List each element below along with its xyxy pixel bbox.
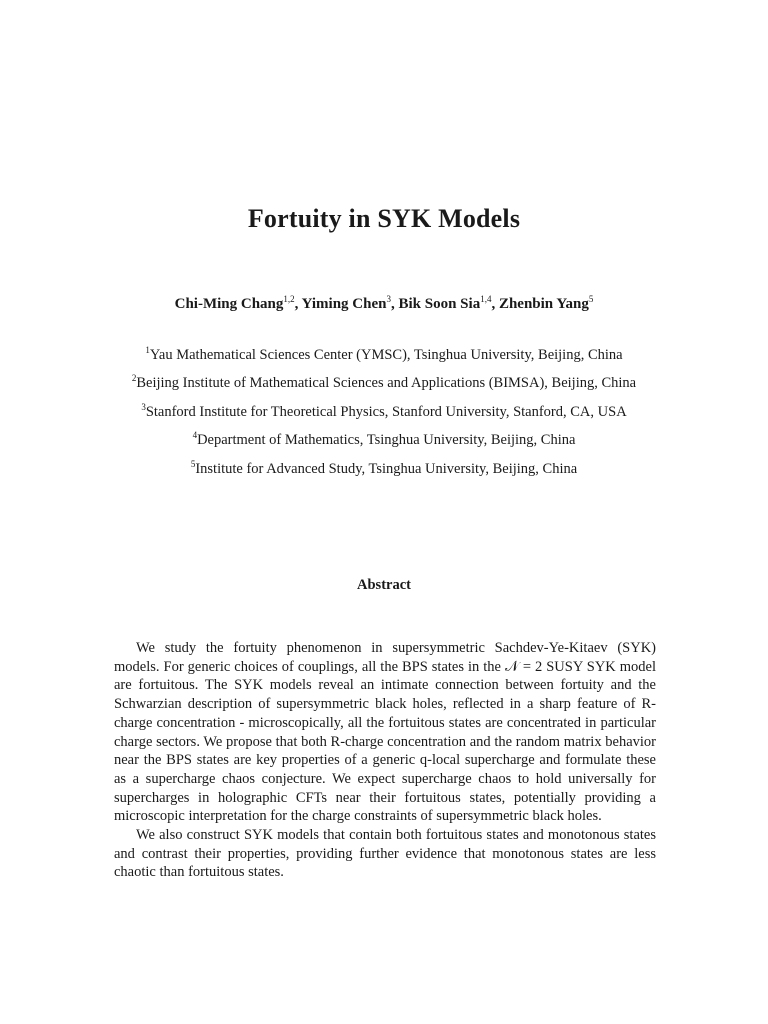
affiliation-text: Stanford Institute for Theoretical Physics, Stanford University, Stanford, CA, USA [145, 403, 627, 420]
author-affiliation-marker: 3 [386, 294, 391, 304]
affiliation-marker: 4 [192, 430, 198, 441]
affiliation-marker: 3 [141, 401, 146, 412]
abstract-paragraph: We study the fortuity phenomenon in supersymmetric Sachdev-Ye-Kitaev (SYK) models. For generic choices of couplings, all the BPS states in the 𝒩 = 2 SUSY SYK model are fortuitous. The SYK models reveal an intimate connection between fortuity and the Schwarzian description of supersymmetric black holes, reflected in a sharp feature of R-charge concentration - microscopically, all the fortuitous states are concentrated in particular charge sectors. We propose that both R-charge concentration and the random matrix behavior near the BPS states are key properties of a generic q-local supercharge and formulate these as a supercharge chaos conjecture. We expect supercharge chaos to hold universally for supercharges in holographic CFTs near their fortuitous states, potentially providing a microscopic interpretation for the charge constraints of supersymmetric black holes. [114, 640, 656, 825]
abstract-heading: Abstract [357, 577, 411, 593]
author-affiliation-marker: 1,2 [283, 294, 295, 304]
author-name: Bik Soon Sia [398, 296, 481, 312]
author-affiliation-marker: 5 [588, 294, 594, 304]
affiliation-text: Institute for Advanced Study, Tsinghua University, Beijing, China [195, 460, 578, 477]
paper-title: Fortuity in SYK Models [247, 204, 521, 233]
affiliation-marker: 5 [190, 458, 196, 469]
affiliation-line [0, 345, 768, 373]
abstract-paragraph: We also construct SYK models that contain both fortuitous states and monotonous states and contrast their properties, providing further evidence that monotonous states are less chaotic than fortuitous states. [114, 827, 656, 881]
affiliation-line [0, 402, 768, 430]
abstract-body [114, 639, 656, 882]
affiliation-line [0, 459, 768, 487]
affiliation-marker: 1 [145, 345, 150, 355]
affiliation-list [0, 345, 768, 487]
affiliation-marker: 2 [131, 373, 137, 384]
affiliation-text: Yau Mathematical Sciences Center (YMSC), Tsinghua University, Beijing, China [149, 347, 623, 363]
affiliation-line [0, 373, 768, 401]
author-affiliation-marker: 1,4 [480, 294, 492, 304]
author-list: Chi-Ming Chang$^{1,2}$, Yiming Chen$^3$, Bik Soon Sia$^{1,4}$, Zhenbin Yang$^5$ [174, 294, 594, 312]
affiliation-text: Department of Mathematics, Tsinghua University, Beijing, China [197, 432, 576, 449]
author-name: Zhenbin Yang [498, 296, 589, 312]
affiliation-text: Beijing Institute of Mathematical Sciences and Applications (BIMSA), Beijing, China [136, 375, 637, 392]
affiliation-line [0, 430, 768, 458]
author-name: Yiming Chen [301, 296, 387, 312]
author-name: Chi-Ming Chang [174, 296, 284, 312]
